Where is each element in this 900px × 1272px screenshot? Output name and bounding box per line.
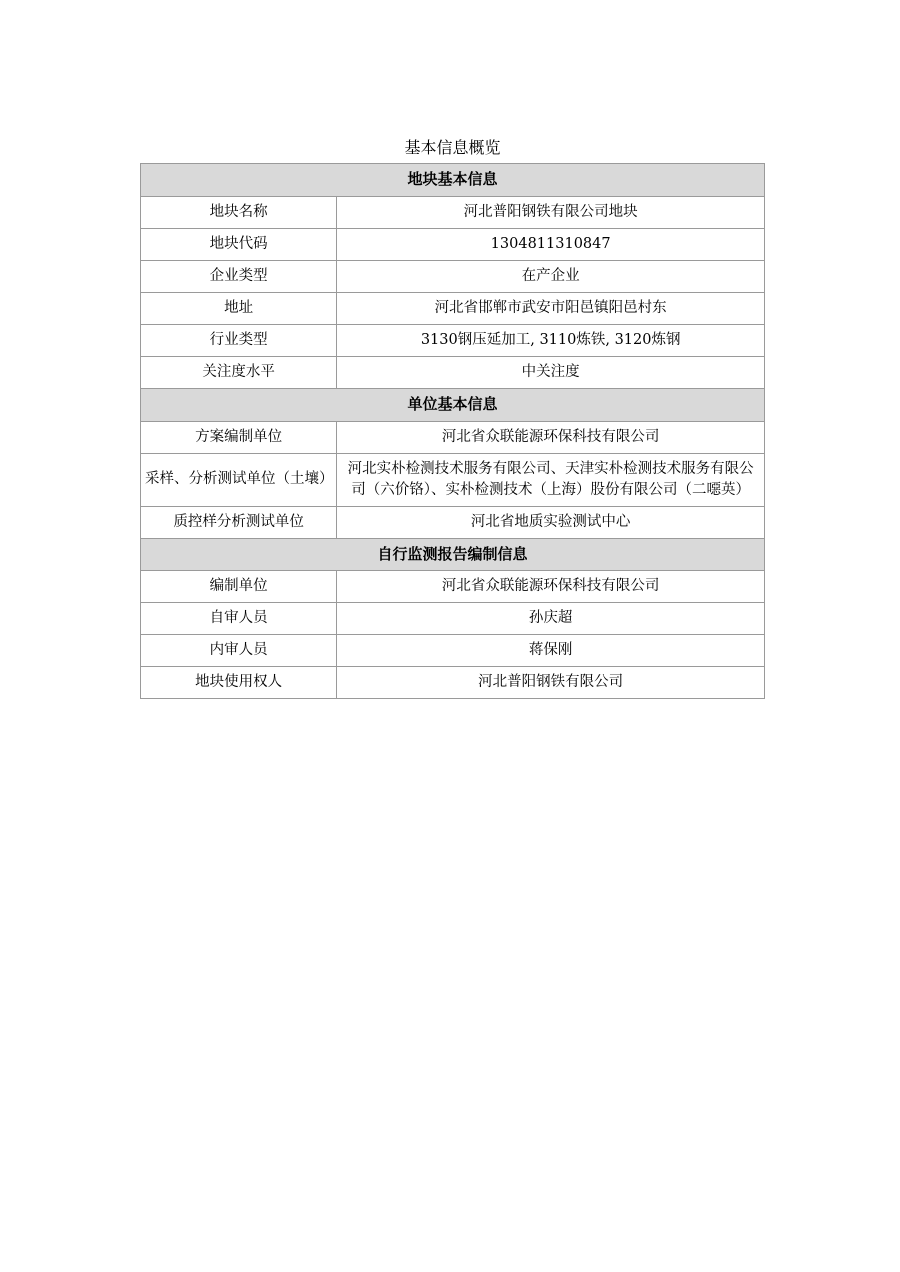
table-row (141, 324, 765, 356)
table-row (141, 228, 765, 260)
row-label: 关注度水平 (141, 356, 337, 388)
table-row (141, 356, 765, 388)
row-value: 中关注度 (337, 356, 765, 388)
row-value: 河北普阳钢铁有限公司 (337, 667, 765, 699)
row-value: 蒋保刚 (337, 635, 765, 667)
table-row (141, 506, 765, 538)
row-value: 1304811310847 (337, 228, 765, 260)
table-row (141, 260, 765, 292)
page-title: 基本信息概览 (404, 138, 501, 157)
row-label: 自审人员 (141, 603, 337, 635)
row-label: 行业类型 (141, 324, 337, 356)
row-value: 河北省地质实验测试中心 (337, 506, 765, 538)
section-header-row (141, 388, 765, 421)
table-row (141, 667, 765, 699)
row-value: 河北普阳钢铁有限公司地块 (337, 196, 765, 228)
table-row (141, 635, 765, 667)
row-value: 河北省众联能源环保科技有限公司 (337, 421, 765, 453)
section-header-row (141, 538, 765, 571)
row-label: 质控样分析测试单位 (141, 506, 337, 538)
row-value: 河北省邯郸市武安市阳邑镇阳邑村东 (337, 292, 765, 324)
section-heading: 自行监测报告编制信息 (141, 538, 765, 571)
table-row (141, 603, 765, 635)
table-row (141, 421, 765, 453)
row-label: 编制单位 (141, 571, 337, 603)
row-value: 孙庆超 (337, 603, 765, 635)
section-heading: 地块基本信息 (141, 164, 765, 197)
table-row (141, 453, 765, 506)
section-heading: 单位基本信息 (141, 388, 765, 421)
row-label: 地块代码 (141, 228, 337, 260)
row-label: 内审人员 (141, 635, 337, 667)
row-label: 方案编制单位 (141, 421, 337, 453)
table-row (141, 292, 765, 324)
row-value: 河北省众联能源环保科技有限公司 (337, 571, 765, 603)
row-label: 地块使用权人 (141, 667, 337, 699)
row-label: 地块名称 (141, 196, 337, 228)
row-value: 3130钢压延加工, 3110炼铁, 3120炼钢 (337, 324, 765, 356)
row-label: 采样、分析测试单位（土壤） (141, 453, 337, 506)
basic-information-table (140, 163, 765, 699)
table-row (141, 571, 765, 603)
row-label: 企业类型 (141, 260, 337, 292)
section-header-row (141, 164, 765, 197)
row-value: 在产企业 (337, 260, 765, 292)
row-label: 地址 (141, 292, 337, 324)
row-value: 河北实朴检测技术服务有限公司、天津实朴检测技术服务有限公司（六价铬）、实朴检测技术（上海）股份有限公司（二噁英） (337, 453, 765, 506)
table-row (141, 196, 765, 228)
